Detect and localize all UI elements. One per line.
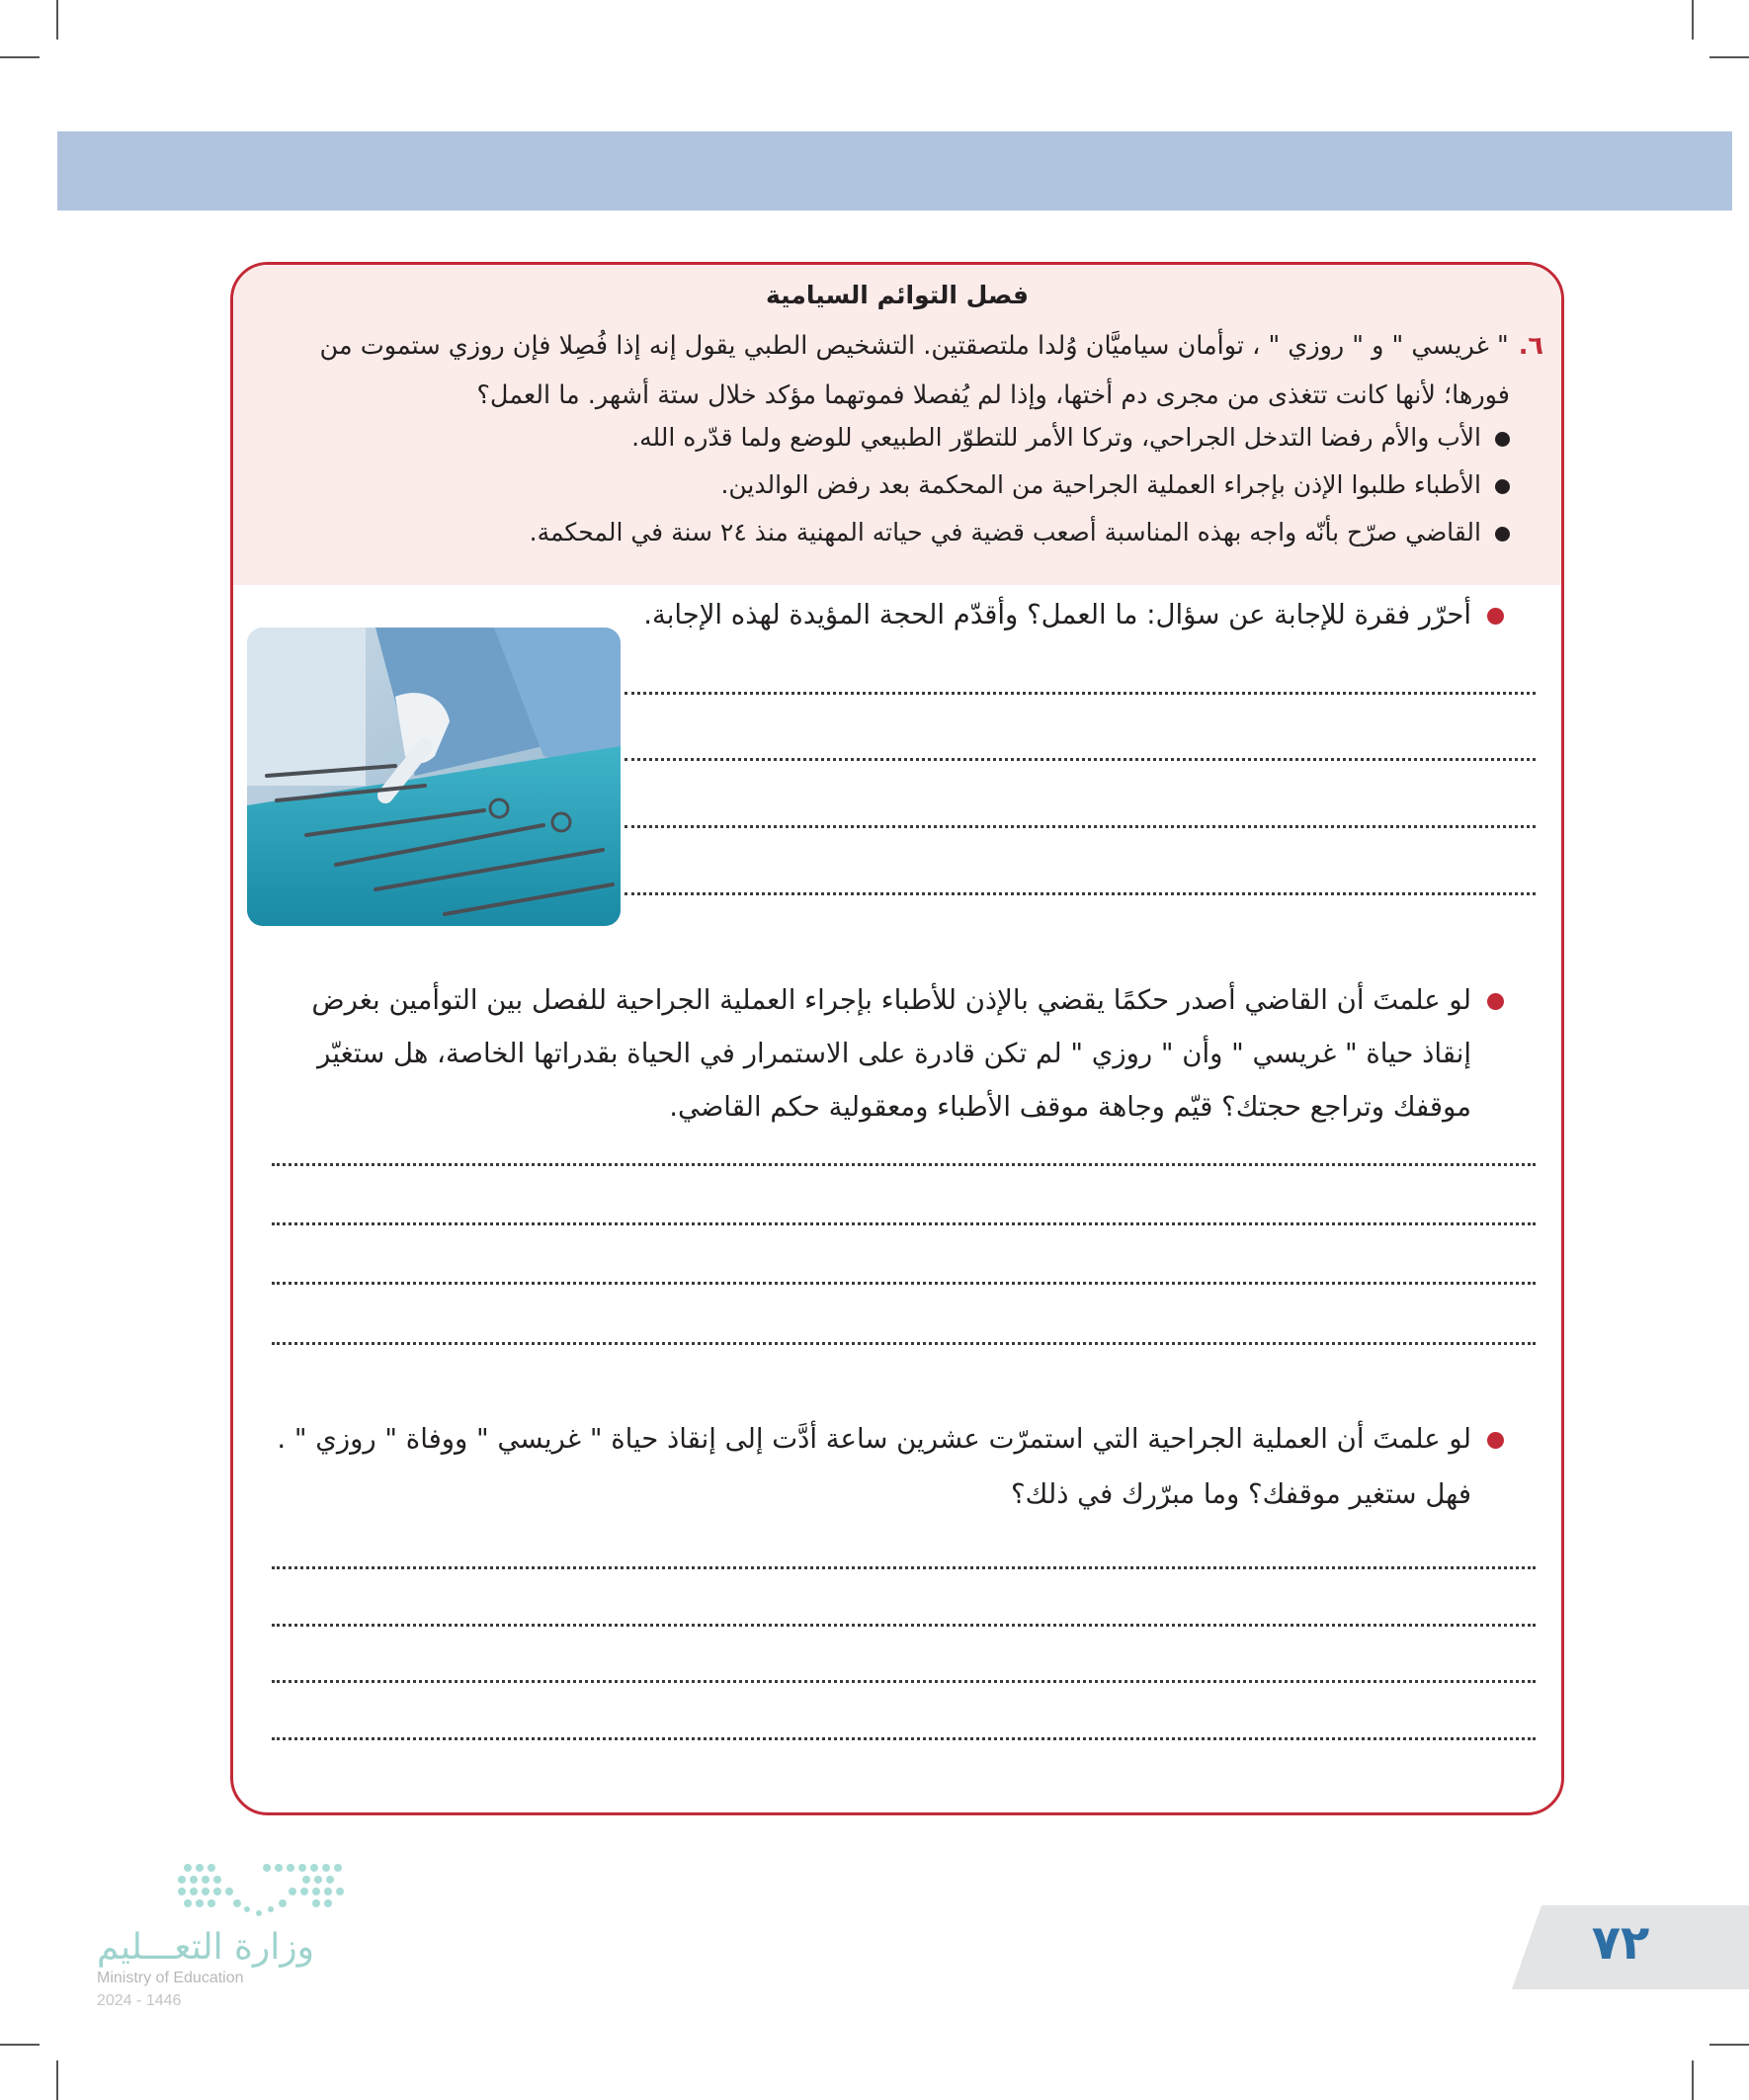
prompt-text: فهل ستغير موقفك؟ وما مبرّرك في ذلك؟ [1011, 1478, 1471, 1510]
crop-mark [1692, 0, 1694, 40]
crop-mark [0, 56, 40, 58]
question-line-1 [249, 326, 1543, 366]
prompt-2-line-1 [311, 984, 1504, 1016]
bullet-icon [1495, 432, 1510, 447]
page-number: ٧٢ [1591, 1915, 1650, 1971]
answer-line[interactable] [272, 1566, 1536, 1569]
prompt-text: موقفك وتراجع حجتك؟ قيّم وجاهة موقف الأطباء ومعقولية حكم القاضي. [669, 1091, 1471, 1123]
answer-line[interactable] [272, 1163, 1536, 1166]
red-bullet-icon [1487, 608, 1504, 625]
ministry-year: 2024 - 1446 [97, 1992, 182, 2009]
prompt-text: لو علمتَ أن القاضي أصدر حكمًا يقضي بالإذن للأطباء بإجراء العملية الجراحية للفصل بين التوأمين بغرض [311, 984, 1471, 1016]
answer-line[interactable] [625, 692, 1536, 695]
prompt-text: أحرّر فقرة للإجابة عن سؤال: ما العمل؟ وأقدّم الحجة المؤيدة لهذه الإجابة. [643, 599, 1471, 630]
crop-mark [1709, 2044, 1749, 2046]
fact-item [631, 423, 1510, 452]
crop-mark [1709, 56, 1749, 58]
answer-line[interactable] [272, 1680, 1536, 1683]
header-band [57, 131, 1732, 210]
red-bullet-icon [1487, 993, 1504, 1010]
question-line-2 [249, 376, 1510, 415]
answer-line[interactable] [272, 1624, 1536, 1627]
answer-line[interactable] [625, 758, 1536, 761]
answer-line[interactable] [272, 1737, 1536, 1740]
fact-text: الأب والأم رفضا التدخل الجراحي، وتركا الأمر للتطوّر الطبيعي للوضع ولما قدّره الله. [631, 423, 1481, 452]
ministry-name-en: Ministry of Education [97, 1970, 244, 1986]
prompt-3-line-1 [277, 1423, 1504, 1455]
prompt-text: لو علمتَ أن العملية الجراحية التي استمرّت عشرين ساعة أدَّت إلى إنقاذ حياة " غريسي " ووفاة " روزي " . [277, 1423, 1471, 1455]
prompt-text: إنقاذ حياة " غريسي " وأن " روزي " لم تكن قادرة على الاستمرار في الحياة بقدراتها الخاصة، هل ستغيّر [317, 1038, 1471, 1069]
crop-mark [0, 2044, 40, 2046]
fact-text: الأطباء طلبوا الإذن بإجراء العملية الجراحية من المحكمة بعد رفض الوالدين. [720, 470, 1481, 499]
prompt-2-line-3 [669, 1091, 1471, 1123]
activity-box [230, 262, 1564, 1815]
answer-line[interactable] [625, 825, 1536, 828]
prompt-2-line-2 [317, 1038, 1471, 1069]
fact-item [530, 518, 1510, 546]
answer-line[interactable] [272, 1282, 1536, 1285]
bullet-icon [1495, 479, 1510, 494]
question-text-1: " غريسي " و " روزي " ، توأمان سياميَّان وُلدا ملتصقتين. التشخيص الطبي يقول إنه إذا فُصِلا فإن روزي ستموت من [319, 331, 1509, 361]
red-bullet-icon [1487, 1432, 1504, 1449]
ministry-name-ar: وزارة التعـــليم [97, 1927, 315, 1968]
crop-mark [56, 0, 58, 40]
answer-line[interactable] [272, 1342, 1536, 1345]
crop-mark [56, 2060, 58, 2100]
answer-line[interactable] [272, 1222, 1536, 1225]
prompt-1 [643, 599, 1504, 630]
answer-line[interactable] [625, 892, 1536, 895]
question-number: ٦. [1518, 331, 1543, 361]
surgical-instruments-photo [247, 628, 621, 926]
crop-mark [1692, 2060, 1694, 2100]
fact-item [720, 470, 1510, 499]
question-text-2: فورها؛ لأنها كانت تتغذى من مجرى دم أختها، وإذا لم يُفصلا فموتهما مؤكد خلال ستة أشهر. ما العمل؟ [476, 380, 1510, 410]
fact-text: القاضي صرّح بأنّه واجه بهذه المناسبة أصعب قضية في حياته المهنية منذ ٢٤ سنة في المحكمة. [529, 518, 1481, 546]
section-title: فصل التوائم السيامية [766, 281, 1029, 309]
prompt-3-line-2 [1011, 1478, 1471, 1510]
bullet-icon [1495, 527, 1510, 542]
